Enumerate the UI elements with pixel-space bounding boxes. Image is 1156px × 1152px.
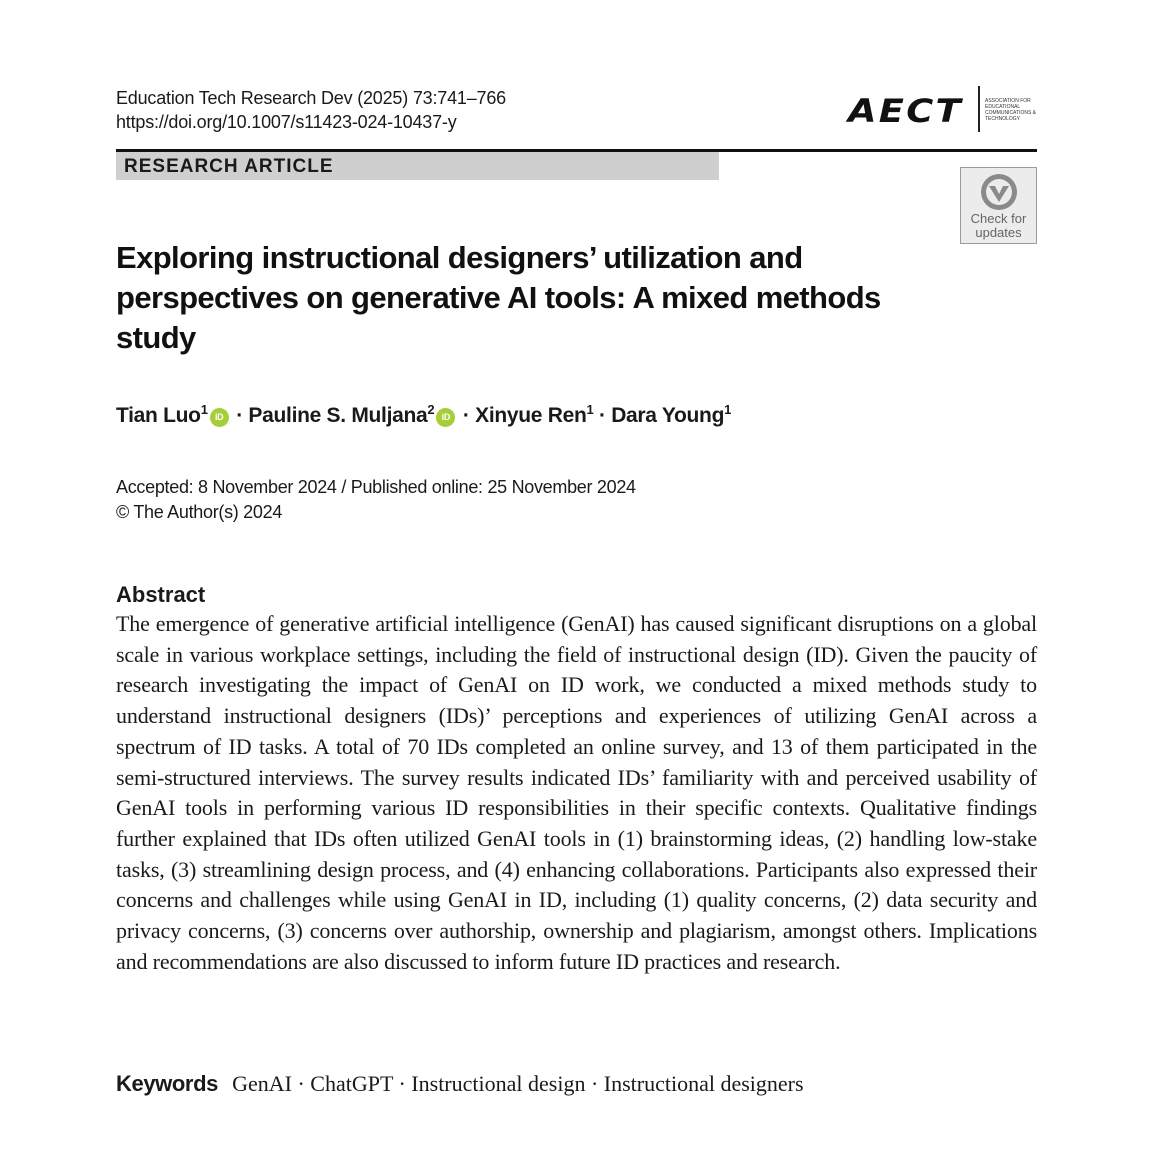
author-name[interactable]: Tian Luo <box>116 404 201 427</box>
article-type-band: RESEARCH ARTICLE <box>116 152 719 180</box>
author-separator: · <box>457 404 476 427</box>
author-list <box>116 400 731 432</box>
keywords-section <box>116 1069 804 1099</box>
aect-logo-divider <box>978 86 980 132</box>
keywords-label: Keywords <box>116 1071 218 1096</box>
check-updates-icon <box>979 172 1019 212</box>
copyright-line: © The Author(s) 2024 <box>116 502 283 522</box>
author-affiliation: 1 <box>586 402 594 417</box>
author-affiliation: 1 <box>724 402 732 417</box>
author-separator: · <box>593 404 612 427</box>
author-affiliation: 1 <box>200 402 208 417</box>
author-name[interactable]: Xinyue Ren <box>475 404 587 427</box>
journal-line: Education Tech Research Dev (2025) 73:741–766 <box>116 88 506 108</box>
article-title: Exploring instructional designers’ utilization and perspectives on generative AI tools: A mixed methods study <box>116 240 881 355</box>
aect-logo <box>848 86 1038 134</box>
check-updates-line2: updates <box>975 225 1022 240</box>
orcid-icon[interactable]: iD <box>436 408 455 427</box>
doi-link[interactable]: https://doi.org/10.1007/s11423-024-10437-y <box>116 112 457 132</box>
accepted-published-line: Accepted: 8 November 2024 / Published online: 25 November 2024 <box>116 477 636 497</box>
keywords-list: GenAI · ChatGPT · Instructional design · Instructional designers <box>232 1071 804 1096</box>
author-name[interactable]: Dara Young <box>611 404 725 427</box>
check-for-updates-badge[interactable] <box>960 167 1037 244</box>
abstract-heading: Abstract <box>116 582 206 607</box>
author-separator: · <box>230 404 249 427</box>
check-updates-line1: Check for <box>970 211 1027 226</box>
aect-logo-tagline: ASSOCIATION FOR EDUCATIONAL COMMUNICATIONS & TECHNOLOGY <box>985 98 1037 122</box>
orcid-icon[interactable]: iD <box>210 408 229 427</box>
author-name[interactable]: Pauline S. Muljana <box>248 404 428 427</box>
journal-citation <box>116 86 506 134</box>
aect-logo-text: AECT <box>848 92 963 130</box>
publication-dates <box>116 475 636 525</box>
abstract-text: The emergence of generative artificial intelligence (GenAI) has caused significant disruptions on a global scale in various workplace settings, including the field of instructional design (ID). Given the paucity of research investigating the impact of GenAI on ID work, we conducted a mixed methods study to understand instructional designers (IDs)’ perceptions and experiences of utilizing GenAI across a spectrum of ID tasks. A total of 70 IDs completed an online survey, and 13 of them participated in the semi-structured interviews. The survey results indicated IDs’ familiarity with and perceived usability of GenAI tools in performing various ID responsibilities in their specific contexts. Qualitative findings further explained that IDs often utilized GenAI tools in (1) brainstorming ideas, (2) handling low-stake tasks, (3) streamlining design process, and (4) enhancing collaborations. Participants also expressed their concerns and challenges while using GenAI in ID, including (1) quality concerns, (2) data security and privacy concerns, (3) concerns over authorship, ownership and plagiarism, amongst others. Implications and recommendations are also discussed to inform future ID practices and research. <box>116 611 1037 974</box>
author-affiliation: 2 <box>427 402 435 417</box>
